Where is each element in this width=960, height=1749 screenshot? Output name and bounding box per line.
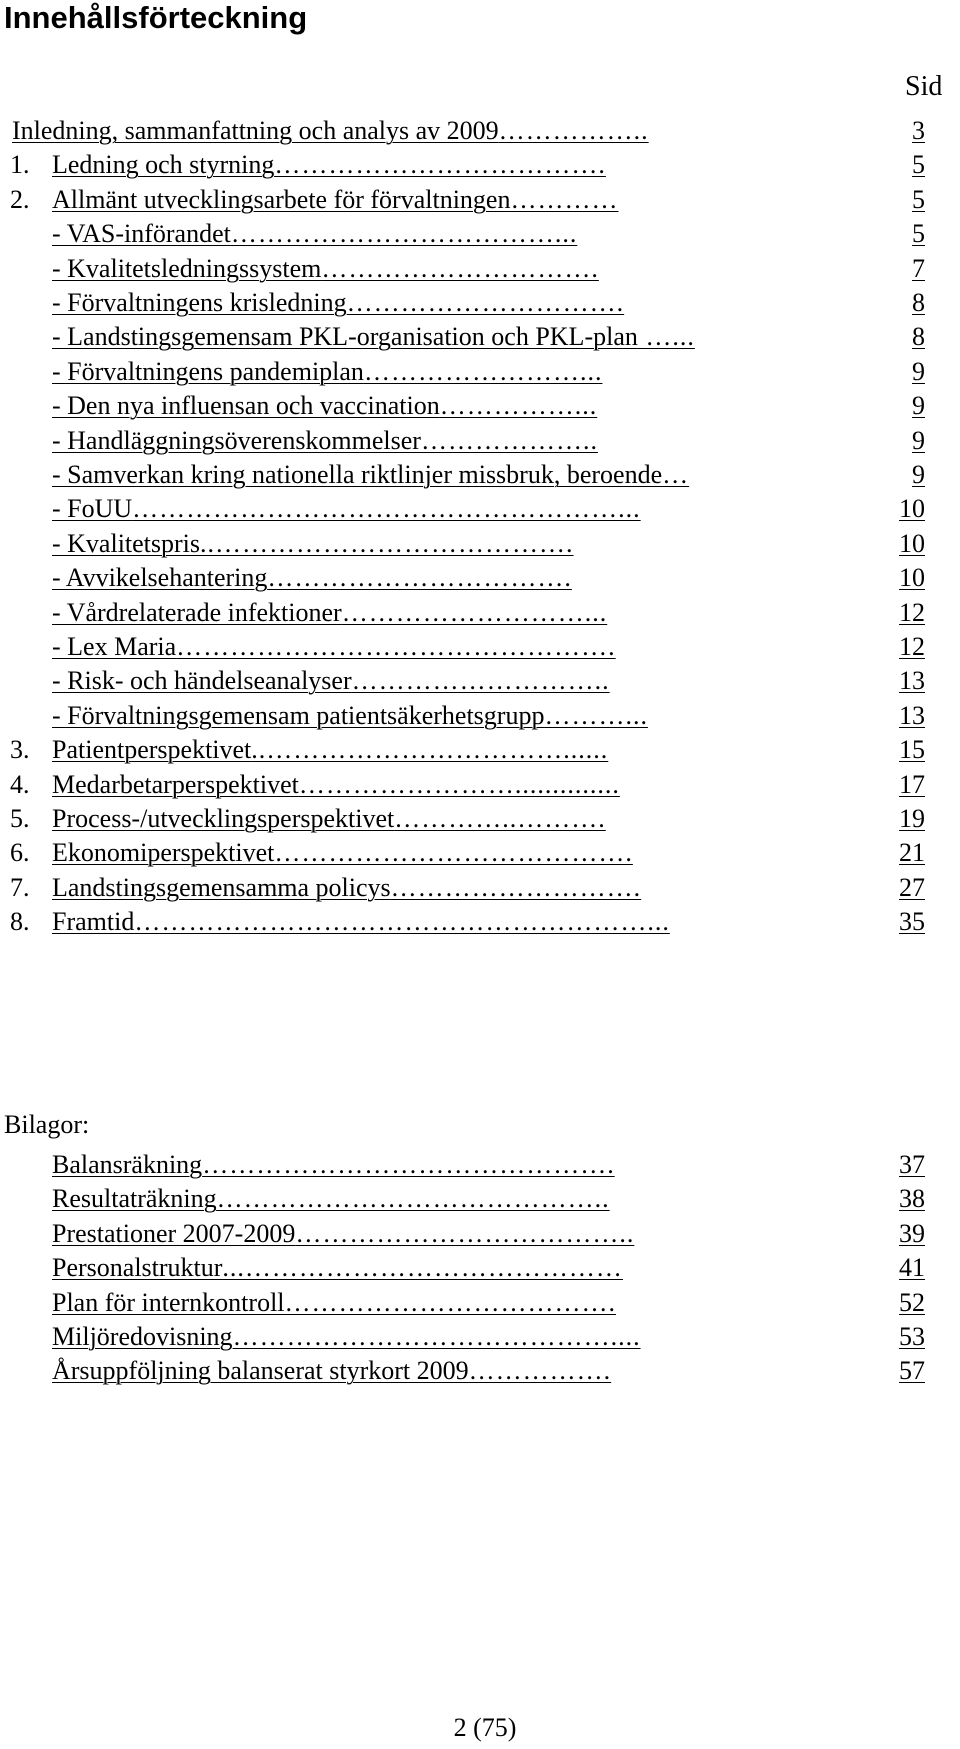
toc-page-number[interactable]: 9: [912, 460, 925, 489]
toc-row: [0, 1148, 960, 1182]
toc-entry-link[interactable]: [52, 699, 648, 733]
toc-page-number[interactable]: 35: [899, 907, 925, 937]
toc-entry-title: - Kvalitetsledningssystem: [52, 253, 322, 283]
toc-entry-link[interactable]: [52, 252, 599, 286]
toc-row: [0, 699, 960, 733]
toc-page-number[interactable]: 57: [899, 1356, 925, 1386]
toc-row: [0, 871, 960, 905]
toc-leader-dots: ……………………………………..: [216, 1184, 610, 1214]
toc-entry-link[interactable]: [52, 768, 620, 802]
toc-entry-title: - Avvikelsehantering: [52, 563, 268, 593]
toc-number: 3.: [10, 735, 30, 765]
toc-entry-title: - Förvaltningens krisledning: [52, 288, 347, 317]
page-number: 2 (75): [453, 1713, 517, 1742]
toc-page-number[interactable]: 13: [899, 666, 925, 696]
toc-entry-title: - Lex Maria: [52, 632, 177, 661]
toc-entry-title: - FoUU: [52, 494, 133, 524]
toc-page-number[interactable]: 9: [912, 391, 925, 421]
toc-row: [0, 389, 960, 423]
toc-leader-dots: …...: [637, 322, 695, 352]
toc-row: [0, 768, 960, 802]
toc-number: 6.: [10, 838, 30, 868]
toc-entry-title: Plan för internkontroll: [52, 1287, 285, 1317]
toc-number: 7.: [10, 872, 30, 902]
toc-leader-dots: ………………………….: [321, 253, 599, 283]
toc-entry-link[interactable]: [52, 836, 633, 870]
toc-leader-dots: ……………..: [498, 116, 649, 145]
toc-row: [0, 905, 960, 939]
toc-leader-dots: ………………………..: [351, 666, 610, 696]
toc-entry-title: Inledning, sammanfattning och analys av 2009: [12, 116, 499, 145]
toc-entry-link[interactable]: [52, 1182, 610, 1216]
toc-entry-link[interactable]: [52, 871, 641, 905]
toc-number: 4.: [10, 769, 30, 799]
toc-row: [0, 1286, 960, 1320]
toc-entry-title: - Landstingsgemensam PKL-organisation och PKL-plan: [52, 322, 638, 352]
toc-page-number[interactable]: 12: [899, 632, 925, 661]
toc-leader-dots: ………………………………………….: [176, 632, 616, 661]
toc-page-number[interactable]: 7: [912, 253, 925, 283]
toc-row: [0, 630, 960, 664]
toc-entry-link[interactable]: [52, 596, 607, 630]
toc-leader-dots: ……………………………………….: [202, 1150, 615, 1179]
toc-page-number[interactable]: 8: [912, 288, 925, 317]
toc-leader-dots: …: [662, 460, 690, 489]
toc-leader-dots: ………...: [544, 700, 648, 730]
toc-entry-title: Ledning och styrning: [52, 150, 275, 180]
toc-entry-title: - Risk- och händelseanalyser: [52, 666, 352, 696]
toc-page-number[interactable]: 27: [899, 872, 925, 902]
toc-leader-dots: ………………………………..: [295, 1218, 635, 1248]
toc-entry-link[interactable]: [52, 664, 610, 698]
toc-leader-dots: ……………...: [439, 391, 598, 421]
toc-leader-dots: ..……………………………......: [251, 735, 609, 765]
toc-entry-link[interactable]: [52, 1286, 616, 1320]
toc-entry-link[interactable]: [52, 1354, 611, 1388]
toc-entry-title: Balansräkning: [52, 1150, 203, 1179]
toc-page-number[interactable]: 37: [899, 1150, 925, 1179]
toc-page-number[interactable]: 8: [912, 322, 925, 352]
toc-leader-dots: ………………………………….: [274, 838, 633, 868]
toc-entry-title: Allmänt utvecklingsarbete för förvaltningen: [52, 184, 511, 214]
toc-leader-dots: ……………………………….: [274, 150, 606, 180]
toc-row: [0, 355, 960, 389]
page-title: Innehållsförteckning: [4, 0, 308, 35]
toc-leader-dots: ……………………….: [390, 872, 642, 902]
toc-row: [0, 458, 960, 492]
toc-page-number[interactable]: 10: [899, 494, 925, 524]
toc-entry-link[interactable]: [52, 561, 572, 595]
toc-page-number[interactable]: 41: [899, 1253, 925, 1283]
toc-page-number[interactable]: 5: [912, 150, 925, 180]
toc-entry-link[interactable]: [52, 320, 695, 354]
toc-leader-dots: ...……………………………………: [222, 1253, 623, 1283]
toc-row: [0, 320, 960, 354]
toc-entry-link[interactable]: [52, 802, 606, 836]
toc-leader-dots: ………………..: [420, 425, 598, 455]
toc-row: [0, 802, 960, 836]
toc-entry-link[interactable]: [52, 1217, 634, 1251]
toc-row: [0, 836, 960, 870]
toc-leader-dots: ..………………………………….: [200, 528, 574, 558]
toc-leader-dots: …………………………….: [267, 563, 572, 593]
toc-row: [0, 561, 960, 595]
toc-page-number[interactable]: 39: [899, 1218, 925, 1248]
toc-leader-dots: ……………………………………....: [232, 1322, 641, 1351]
toc-page-number[interactable]: 15: [899, 735, 925, 765]
toc-page-number[interactable]: 10: [899, 528, 925, 558]
toc-page-number[interactable]: 12: [899, 597, 925, 627]
toc-entry-title: Process-/utvecklingsperspektivet: [52, 804, 395, 833]
toc-entry-link[interactable]: [52, 492, 641, 526]
toc-entry-title: Personalstruktur: [52, 1253, 223, 1283]
toc-leader-dots: …………………………………………………...: [134, 907, 670, 937]
toc-entry-link[interactable]: [52, 355, 602, 389]
page-column-header: Sid: [905, 71, 943, 102]
toc-row: [0, 1251, 960, 1285]
toc-entry-link[interactable]: [52, 527, 574, 561]
toc-entry-title: Framtid: [52, 907, 135, 937]
toc-leader-dots: ……………………...: [363, 356, 603, 386]
toc-number: 1.: [10, 150, 30, 180]
toc-page-number[interactable]: 10: [899, 563, 925, 593]
toc-page-number[interactable]: 21: [899, 838, 925, 868]
toc-entry-title: Miljöredovisning: [52, 1322, 233, 1351]
toc-row: [0, 664, 960, 698]
toc-row: [0, 286, 960, 320]
toc-page-number[interactable]: 9: [912, 425, 925, 455]
toc-page-number[interactable]: 53: [899, 1322, 925, 1351]
toc-leader-dots: ……………………..............: [298, 769, 620, 799]
toc-row: [0, 252, 960, 286]
toc-row: [0, 1354, 960, 1388]
toc-entry-link[interactable]: [52, 217, 577, 251]
toc-row: [0, 1217, 960, 1251]
toc-number: 5.: [10, 804, 30, 833]
toc-leader-dots: ………………………………………………...: [132, 494, 641, 524]
toc-entry-link[interactable]: [52, 905, 670, 939]
toc-row: [0, 596, 960, 630]
toc-row: [0, 1320, 960, 1354]
toc-entry-title: - Vårdrelaterade infektioner: [52, 597, 342, 627]
toc-number: 2.: [10, 184, 30, 214]
toc-leader-dots: …………..……….: [394, 804, 606, 833]
toc-page-number[interactable]: 9: [912, 356, 925, 386]
toc-entry-title: - Samverkan kring nationella riktlinjer missbruk, beroende: [52, 460, 663, 489]
page-footer: [0, 1711, 960, 1745]
toc-page-number[interactable]: 38: [899, 1184, 925, 1214]
toc-entry-link[interactable]: [52, 286, 624, 320]
toc-row: [0, 1182, 960, 1216]
toc-page-number[interactable]: 5: [912, 184, 925, 214]
toc-entry-title: - Kvalitetspris: [52, 528, 201, 558]
toc-page-number[interactable]: 19: [899, 804, 925, 833]
toc-entry-title: Landstingsgemensamma policys: [52, 872, 391, 902]
toc-entry-title: - Handläggningsöverenskommelser: [52, 425, 421, 455]
toc-entry-link[interactable]: [52, 458, 689, 492]
toc-entry-title: Patientperspektivet: [52, 735, 252, 765]
toc-entry-title: - VAS-införandet: [52, 219, 231, 249]
toc-entry-link[interactable]: [52, 389, 597, 423]
toc-entry-title: Prestationer 2007-2009: [52, 1218, 296, 1248]
toc-entry-title: Medarbetarperspektivet: [52, 769, 299, 799]
toc-page-number[interactable]: 52: [899, 1287, 925, 1317]
toc-entry-title: - Förvaltningens pandemiplan: [52, 356, 364, 386]
toc-entry-link[interactable]: [52, 630, 616, 664]
toc-leader-dots: ………………………...: [341, 597, 608, 627]
toc-entry-link[interactable]: [52, 1251, 623, 1285]
toc-row: [0, 492, 960, 526]
toc-entry-title: Årsuppföljning balanserat styrkort 2009: [52, 1356, 469, 1386]
toc-entry-link[interactable]: [52, 1320, 641, 1354]
toc-entry-link[interactable]: [52, 1148, 615, 1182]
toc-leader-dots: ………………………….: [346, 288, 625, 317]
toc-entry-link[interactable]: [12, 114, 649, 148]
toc-number: 8.: [10, 907, 30, 937]
toc-page-number[interactable]: 5: [912, 219, 925, 249]
toc-row: [0, 183, 960, 217]
toc-entry-title: Resultaträkning: [52, 1184, 217, 1214]
toc-entry-link[interactable]: [52, 183, 618, 217]
toc-entry-title: - Förvaltningsgemensam patientsäkerhetsgrupp: [52, 700, 545, 730]
toc-row: [0, 114, 960, 148]
toc-leader-dots: ………………………………...: [230, 219, 578, 249]
toc-entry-link[interactable]: [52, 148, 606, 182]
toc-leader-dots: ……………………………….: [284, 1287, 617, 1317]
toc-entry-title: Ekonomiperspektivet: [52, 838, 275, 868]
toc-row: [0, 733, 960, 767]
toc-entry-link[interactable]: [52, 733, 608, 767]
toc-page-number[interactable]: 3: [912, 116, 925, 145]
appendix-label: Bilagor:: [4, 1110, 90, 1139]
toc-entry-link[interactable]: [52, 424, 598, 458]
toc-leader-dots: …………: [510, 184, 619, 214]
toc-leader-dots: …………….: [468, 1356, 612, 1386]
toc-page-number[interactable]: 13: [899, 700, 925, 730]
toc-page-number[interactable]: 17: [899, 769, 925, 799]
toc-entry-title: - Den nya influensan och vaccination: [52, 391, 440, 421]
toc-row: [0, 527, 960, 561]
toc-row: [0, 217, 960, 251]
toc-row: [0, 148, 960, 182]
toc-row: [0, 424, 960, 458]
